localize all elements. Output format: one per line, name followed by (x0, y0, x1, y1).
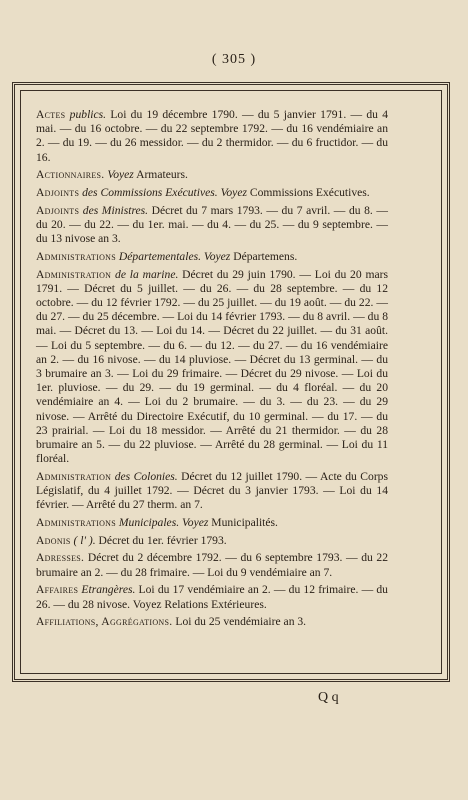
index-entry (36, 268, 388, 467)
entry-heading: Administrations (36, 515, 116, 529)
entry-text: Décret du 1er. février 1793. (95, 533, 227, 547)
entry-text: Commissions Exécutives. (246, 186, 370, 200)
signature-mark: Q q (318, 690, 339, 705)
page-number: ( 305 ) (211, 52, 257, 67)
entry-heading: Adjoints (36, 186, 80, 200)
entry-heading: Administration (36, 469, 112, 483)
index-entry (36, 470, 388, 513)
entry-qualifier: publics. (65, 108, 107, 121)
entry-qualifier: Voyez (104, 168, 134, 182)
entry-heading: Administration (36, 267, 112, 281)
entry-text: Municipalités. (208, 515, 278, 529)
index-entry (36, 551, 388, 579)
entry-text: Décret du 12 juillet 1790. — Acte du Corps Législatif, du 4 juillet 1792. — Décret du 3 janvier 1793. — Loi du 14 février. — Arrêté du 27 therm. an 7. (36, 469, 388, 512)
entry-qualifier: ( l' ). (70, 533, 96, 547)
index-entries (36, 108, 388, 633)
entry-text: Loi du 25 vendémiaire an 3. (172, 615, 307, 629)
entry-text: Décret du 29 juin 1790. — Loi du 20 mars 1791. — Décret du 5 juillet. — du 26. — du 28 septembre. — du 12 octobre. — du 12 février 1792. — du 25 juillet. — du 19 août. — du 22. — du 27. — du 25 décembre. — Loi du 14 février 1793. — du 8 avril. — du 8 mai. — Décret du 13. — Loi du 14. — Décret du 22 juillet. — du 31 août. — Loi du 5 septembre. — du 6. — du 12. — du 27. — du 16 vendémiaire an 2. — du 16 nivose. — du 14 pluviose. — Décret du 13 germinal. — du 3 brumaire an 3. — Loi du 29 frimaire. — Décret du 29 nivose. — Loi du 1er. pluviose. — du 29. — du 19 germinal. — du 4 floréal. — du 20 vendémiaire an 4. — Loi du 2 brumaire. — du 3. — du 23. — du 29 nivose. — Arrêté du Directoire Exécutif, du 10 germinal. — du 17. — du 23 prairial. — Loi du 18 messidor. — Arrêté du 21 thermidor. — du 28 brumaire an 5. — du 22 pluviose. — Arrêté du 28 germinal. — Loi du 11 floréal. (36, 267, 388, 466)
index-entry (36, 615, 388, 629)
entry-heading: Administrations (36, 249, 116, 263)
entry-qualifier: de la marine. (111, 267, 179, 281)
entry-heading: Affaires (36, 583, 79, 597)
index-entry (36, 204, 388, 247)
index-entry (36, 108, 388, 165)
entry-heading: Actes (36, 108, 66, 121)
entry-heading: Adonis (36, 533, 71, 547)
index-entry (36, 516, 388, 530)
entry-heading: Adresses. (36, 551, 85, 565)
entry-heading: Affiliations, Aggrégations. (36, 615, 173, 629)
index-entry (36, 168, 388, 182)
entry-text: Loi du 17 vendémiaire an 2. — du 12 frimaire. — du 26. — du 28 nivose. Voyez Relations Extérieures. (36, 583, 388, 611)
entry-qualifier: des Ministres. (79, 203, 149, 217)
entry-qualifier: des Commissions Exécutives. Voyez (79, 186, 247, 200)
entry-text: Décret du 2 décembre 1792. — du 6 septembre 1793. — du 22 brumaire an 2. — du 28 frimaire. — Loi du 9 vendémiaire an 7. (36, 551, 388, 579)
entry-text: Décret du 7 mars 1793. — du 7 avril. — du 8. — du 20. — du 22. — du 1er. mai. — du 4. — du 25. — du 9 septembre. — du 13 nivose an 3. (36, 203, 388, 246)
entry-qualifier: Municipales. Voyez (116, 515, 209, 529)
index-entry (36, 186, 388, 200)
entry-text: Armateurs. (133, 168, 188, 182)
entry-text: Loi du 19 décembre 1790. — du 5 janvier 1791. — du 4 mai. — du 16 octobre. — du 22 septembre 1792. — du 16 vendémiaire an 2. — du 19. — du 26 messidor. — du 2 thermidor. — du 6 fructidor. — du 16. (36, 108, 388, 164)
entry-heading: Actionnaires. (36, 168, 105, 182)
index-entry (36, 583, 388, 611)
index-entry (36, 534, 388, 548)
entry-heading: Adjoints (36, 203, 80, 217)
entry-text: Départemens. (230, 249, 298, 263)
index-entry (36, 250, 388, 264)
entry-qualifier: Etrangères. (78, 583, 136, 597)
entry-qualifier: des Colonies. (111, 469, 178, 483)
entry-qualifier: Départementales. Voyez (116, 249, 231, 263)
